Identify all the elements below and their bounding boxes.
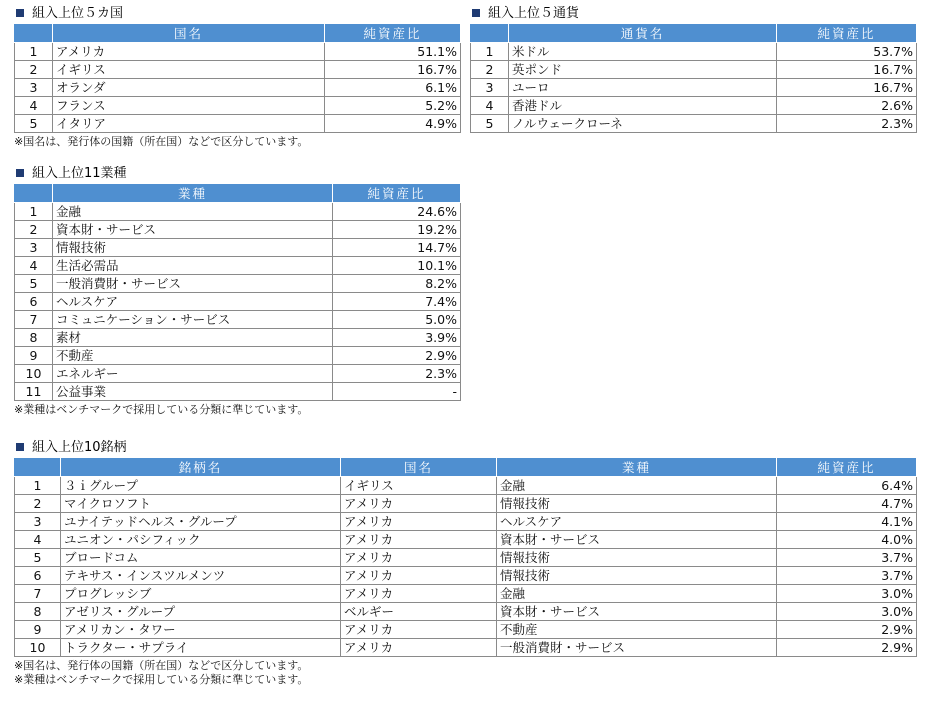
table-row bbox=[15, 275, 461, 293]
rank-cell: 8 bbox=[15, 329, 53, 347]
sector-cell: 情報技術 bbox=[497, 567, 777, 585]
pct-cell: 4.1% bbox=[777, 513, 917, 531]
pct-cell: 14.7% bbox=[333, 239, 461, 257]
name-cell: ユナイテッドヘルス・グループ bbox=[61, 513, 341, 531]
countries-table bbox=[14, 24, 461, 133]
rank-cell: 11 bbox=[15, 383, 53, 401]
holdings-table bbox=[14, 458, 917, 657]
name-cell: 英ポンド bbox=[509, 61, 777, 79]
name-cell: 不動産 bbox=[53, 347, 333, 365]
pct-cell: 7.4% bbox=[333, 293, 461, 311]
name-cell: 資本財・サービス bbox=[53, 221, 333, 239]
pct-cell: 2.9% bbox=[333, 347, 461, 365]
currencies-section bbox=[470, 6, 917, 133]
table-row bbox=[15, 477, 917, 495]
table-row bbox=[15, 115, 461, 133]
rank-cell: 2 bbox=[15, 495, 61, 513]
rank-header bbox=[471, 24, 509, 43]
pct-cell: 5.2% bbox=[325, 97, 461, 115]
country-cell: アメリカ bbox=[341, 639, 497, 657]
rank-cell: 7 bbox=[15, 311, 53, 329]
pct-cell: 2.3% bbox=[777, 115, 917, 133]
pct-header: 純資産比 bbox=[333, 184, 461, 203]
name-cell: アメリカン・タワー bbox=[61, 621, 341, 639]
country-cell: アメリカ bbox=[341, 621, 497, 639]
pct-header: 純資産比 bbox=[777, 458, 917, 477]
name-cell: ユニオン・パシフィック bbox=[61, 531, 341, 549]
name-cell: トラクター・サプライ bbox=[61, 639, 341, 657]
countries-section bbox=[14, 6, 461, 149]
rank-cell: 8 bbox=[15, 603, 61, 621]
country-cell: アメリカ bbox=[341, 567, 497, 585]
table-row bbox=[15, 221, 461, 239]
rank-cell: 7 bbox=[15, 585, 61, 603]
rank-cell: 9 bbox=[15, 621, 61, 639]
rank-cell: 1 bbox=[15, 43, 53, 61]
table-row bbox=[15, 293, 461, 311]
name-cell: 情報技術 bbox=[53, 239, 333, 257]
table-row bbox=[15, 639, 917, 657]
pct-cell: 3.9% bbox=[333, 329, 461, 347]
name-cell: ノルウェークローネ bbox=[509, 115, 777, 133]
table-row bbox=[15, 79, 461, 97]
pct-cell: - bbox=[333, 383, 461, 401]
section-title: 組入上位５通貨 bbox=[470, 6, 917, 22]
currencies-body bbox=[471, 43, 917, 133]
sectors-section bbox=[14, 166, 461, 417]
name-cell: 素材 bbox=[53, 329, 333, 347]
table-row bbox=[15, 311, 461, 329]
pct-cell: 10.1% bbox=[333, 257, 461, 275]
rank-cell: 10 bbox=[15, 365, 53, 383]
sector-cell: 資本財・サービス bbox=[497, 531, 777, 549]
table-row bbox=[15, 383, 461, 401]
rank-cell: 3 bbox=[15, 239, 53, 257]
name-cell: テキサス・インスツルメンツ bbox=[61, 567, 341, 585]
pct-cell: 24.6% bbox=[333, 203, 461, 221]
rank-cell: 4 bbox=[15, 257, 53, 275]
rank-cell: 9 bbox=[15, 347, 53, 365]
name-cell: アメリカ bbox=[53, 43, 325, 61]
name-cell: ブロードコム bbox=[61, 549, 341, 567]
sector-cell: 不動産 bbox=[497, 621, 777, 639]
security-header: 銘柄名 bbox=[61, 458, 341, 477]
holdings-section bbox=[14, 440, 917, 687]
name-cell: アゼリス・グループ bbox=[61, 603, 341, 621]
rank-cell: 3 bbox=[471, 79, 509, 97]
rank-cell: 1 bbox=[15, 477, 61, 495]
pct-cell: 51.1% bbox=[325, 43, 461, 61]
sector-cell: 情報技術 bbox=[497, 495, 777, 513]
pct-cell: 4.0% bbox=[777, 531, 917, 549]
table-row bbox=[15, 495, 917, 513]
name-cell: マイクロソフト bbox=[61, 495, 341, 513]
rank-cell: 2 bbox=[15, 221, 53, 239]
name-cell: 米ドル bbox=[509, 43, 777, 61]
holdings-note-sector: ※業種はベンチマークで採用している分類に準じています。 bbox=[14, 673, 309, 686]
pct-cell: 3.0% bbox=[777, 603, 917, 621]
table-row bbox=[15, 329, 461, 347]
pct-cell: 2.6% bbox=[777, 97, 917, 115]
table-row bbox=[15, 603, 917, 621]
name-cell: オランダ bbox=[53, 79, 325, 97]
table-row bbox=[15, 203, 461, 221]
pct-cell: 6.1% bbox=[325, 79, 461, 97]
sector-cell: 金融 bbox=[497, 477, 777, 495]
square-bullet-icon bbox=[16, 169, 24, 177]
table-row bbox=[15, 43, 461, 61]
sector-cell: ヘルスケア bbox=[497, 513, 777, 531]
name-cell: コミュニケーション・サービス bbox=[53, 311, 333, 329]
section-title: 組入上位５カ国 bbox=[14, 6, 461, 22]
country-cell: アメリカ bbox=[341, 585, 497, 603]
pct-cell: 4.7% bbox=[777, 495, 917, 513]
rank-cell: 3 bbox=[15, 513, 61, 531]
rank-cell: 4 bbox=[15, 97, 53, 115]
sectors-body bbox=[15, 203, 461, 401]
holdings-body bbox=[15, 477, 917, 657]
rank-cell: 4 bbox=[15, 531, 61, 549]
name-cell: プログレッシブ bbox=[61, 585, 341, 603]
name-cell: ユーロ bbox=[509, 79, 777, 97]
table-row bbox=[471, 79, 917, 97]
rank-cell: 10 bbox=[15, 639, 61, 657]
country-header: 国名 bbox=[53, 24, 325, 43]
sector-cell: 資本財・サービス bbox=[497, 603, 777, 621]
sector-header: 業種 bbox=[497, 458, 777, 477]
pct-cell: 2.3% bbox=[333, 365, 461, 383]
country-cell: アメリカ bbox=[341, 513, 497, 531]
pct-cell: 16.7% bbox=[777, 79, 917, 97]
country-cell: アメリカ bbox=[341, 531, 497, 549]
pct-cell: 6.4% bbox=[777, 477, 917, 495]
rank-cell: 4 bbox=[471, 97, 509, 115]
rank-cell: 5 bbox=[471, 115, 509, 133]
pct-cell: 3.7% bbox=[777, 567, 917, 585]
pct-cell: 2.9% bbox=[777, 639, 917, 657]
rank-cell: 3 bbox=[15, 79, 53, 97]
table-row bbox=[15, 239, 461, 257]
table-row bbox=[15, 97, 461, 115]
table-row bbox=[471, 97, 917, 115]
square-bullet-icon bbox=[472, 9, 480, 17]
rank-cell: 5 bbox=[15, 115, 53, 133]
currency-header: 通貨名 bbox=[509, 24, 777, 43]
section-title: 組入上位11業種 bbox=[14, 166, 461, 182]
rank-cell: 2 bbox=[471, 61, 509, 79]
country-header: 国名 bbox=[341, 458, 497, 477]
table-row bbox=[471, 115, 917, 133]
pct-cell: 2.9% bbox=[777, 621, 917, 639]
name-cell: フランス bbox=[53, 97, 325, 115]
table-row bbox=[471, 43, 917, 61]
square-bullet-icon bbox=[16, 443, 24, 451]
name-cell: イタリア bbox=[53, 115, 325, 133]
pct-cell: 3.7% bbox=[777, 549, 917, 567]
table-row bbox=[15, 549, 917, 567]
rank-cell: 6 bbox=[15, 293, 53, 311]
rank-header bbox=[15, 184, 53, 203]
pct-cell: 3.0% bbox=[777, 585, 917, 603]
pct-header: 純資産比 bbox=[325, 24, 461, 43]
table-row bbox=[15, 347, 461, 365]
name-cell: ３ｉグループ bbox=[61, 477, 341, 495]
table-row bbox=[15, 365, 461, 383]
rank-header bbox=[15, 24, 53, 43]
table-row bbox=[15, 621, 917, 639]
country-cell: アメリカ bbox=[341, 495, 497, 513]
sectors-note: ※業種はベンチマークで採用している分類に準じています。 bbox=[14, 403, 309, 416]
rank-cell: 1 bbox=[471, 43, 509, 61]
table-row bbox=[15, 513, 917, 531]
rank-cell: 1 bbox=[15, 203, 53, 221]
country-cell: アメリカ bbox=[341, 549, 497, 567]
name-cell: 生活必需品 bbox=[53, 257, 333, 275]
currencies-table bbox=[470, 24, 917, 133]
rank-cell: 5 bbox=[15, 275, 53, 293]
pct-cell: 16.7% bbox=[777, 61, 917, 79]
pct-cell: 53.7% bbox=[777, 43, 917, 61]
rank-cell: 5 bbox=[15, 549, 61, 567]
square-bullet-icon bbox=[16, 9, 24, 17]
pct-cell: 8.2% bbox=[333, 275, 461, 293]
sectors-table bbox=[14, 184, 461, 401]
section-title: 組入上位10銘柄 bbox=[14, 440, 917, 456]
pct-cell: 4.9% bbox=[325, 115, 461, 133]
holdings-note-country: ※国名は、発行体の国籍（所在国）などで区分しています。 bbox=[14, 659, 309, 672]
table-row bbox=[15, 61, 461, 79]
rank-cell: 2 bbox=[15, 61, 53, 79]
name-cell: 金融 bbox=[53, 203, 333, 221]
sector-header: 業種 bbox=[53, 184, 333, 203]
country-cell: イギリス bbox=[341, 477, 497, 495]
rank-header bbox=[15, 458, 61, 477]
table-row bbox=[15, 531, 917, 549]
pct-cell: 19.2% bbox=[333, 221, 461, 239]
name-cell: 一般消費財・サービス bbox=[53, 275, 333, 293]
name-cell: ヘルスケア bbox=[53, 293, 333, 311]
name-cell: イギリス bbox=[53, 61, 325, 79]
sector-cell: 一般消費財・サービス bbox=[497, 639, 777, 657]
table-row bbox=[15, 585, 917, 603]
sector-cell: 情報技術 bbox=[497, 549, 777, 567]
name-cell: エネルギー bbox=[53, 365, 333, 383]
countries-note: ※国名は、発行体の国籍（所在国）などで区分しています。 bbox=[14, 135, 309, 148]
pct-cell: 5.0% bbox=[333, 311, 461, 329]
sector-cell: 金融 bbox=[497, 585, 777, 603]
rank-cell: 6 bbox=[15, 567, 61, 585]
name-cell: 公益事業 bbox=[53, 383, 333, 401]
table-row bbox=[15, 257, 461, 275]
countries-body bbox=[15, 43, 461, 133]
country-cell: ベルギー bbox=[341, 603, 497, 621]
pct-header: 純資産比 bbox=[777, 24, 917, 43]
pct-cell: 16.7% bbox=[325, 61, 461, 79]
name-cell: 香港ドル bbox=[509, 97, 777, 115]
table-row bbox=[15, 567, 917, 585]
table-row bbox=[471, 61, 917, 79]
